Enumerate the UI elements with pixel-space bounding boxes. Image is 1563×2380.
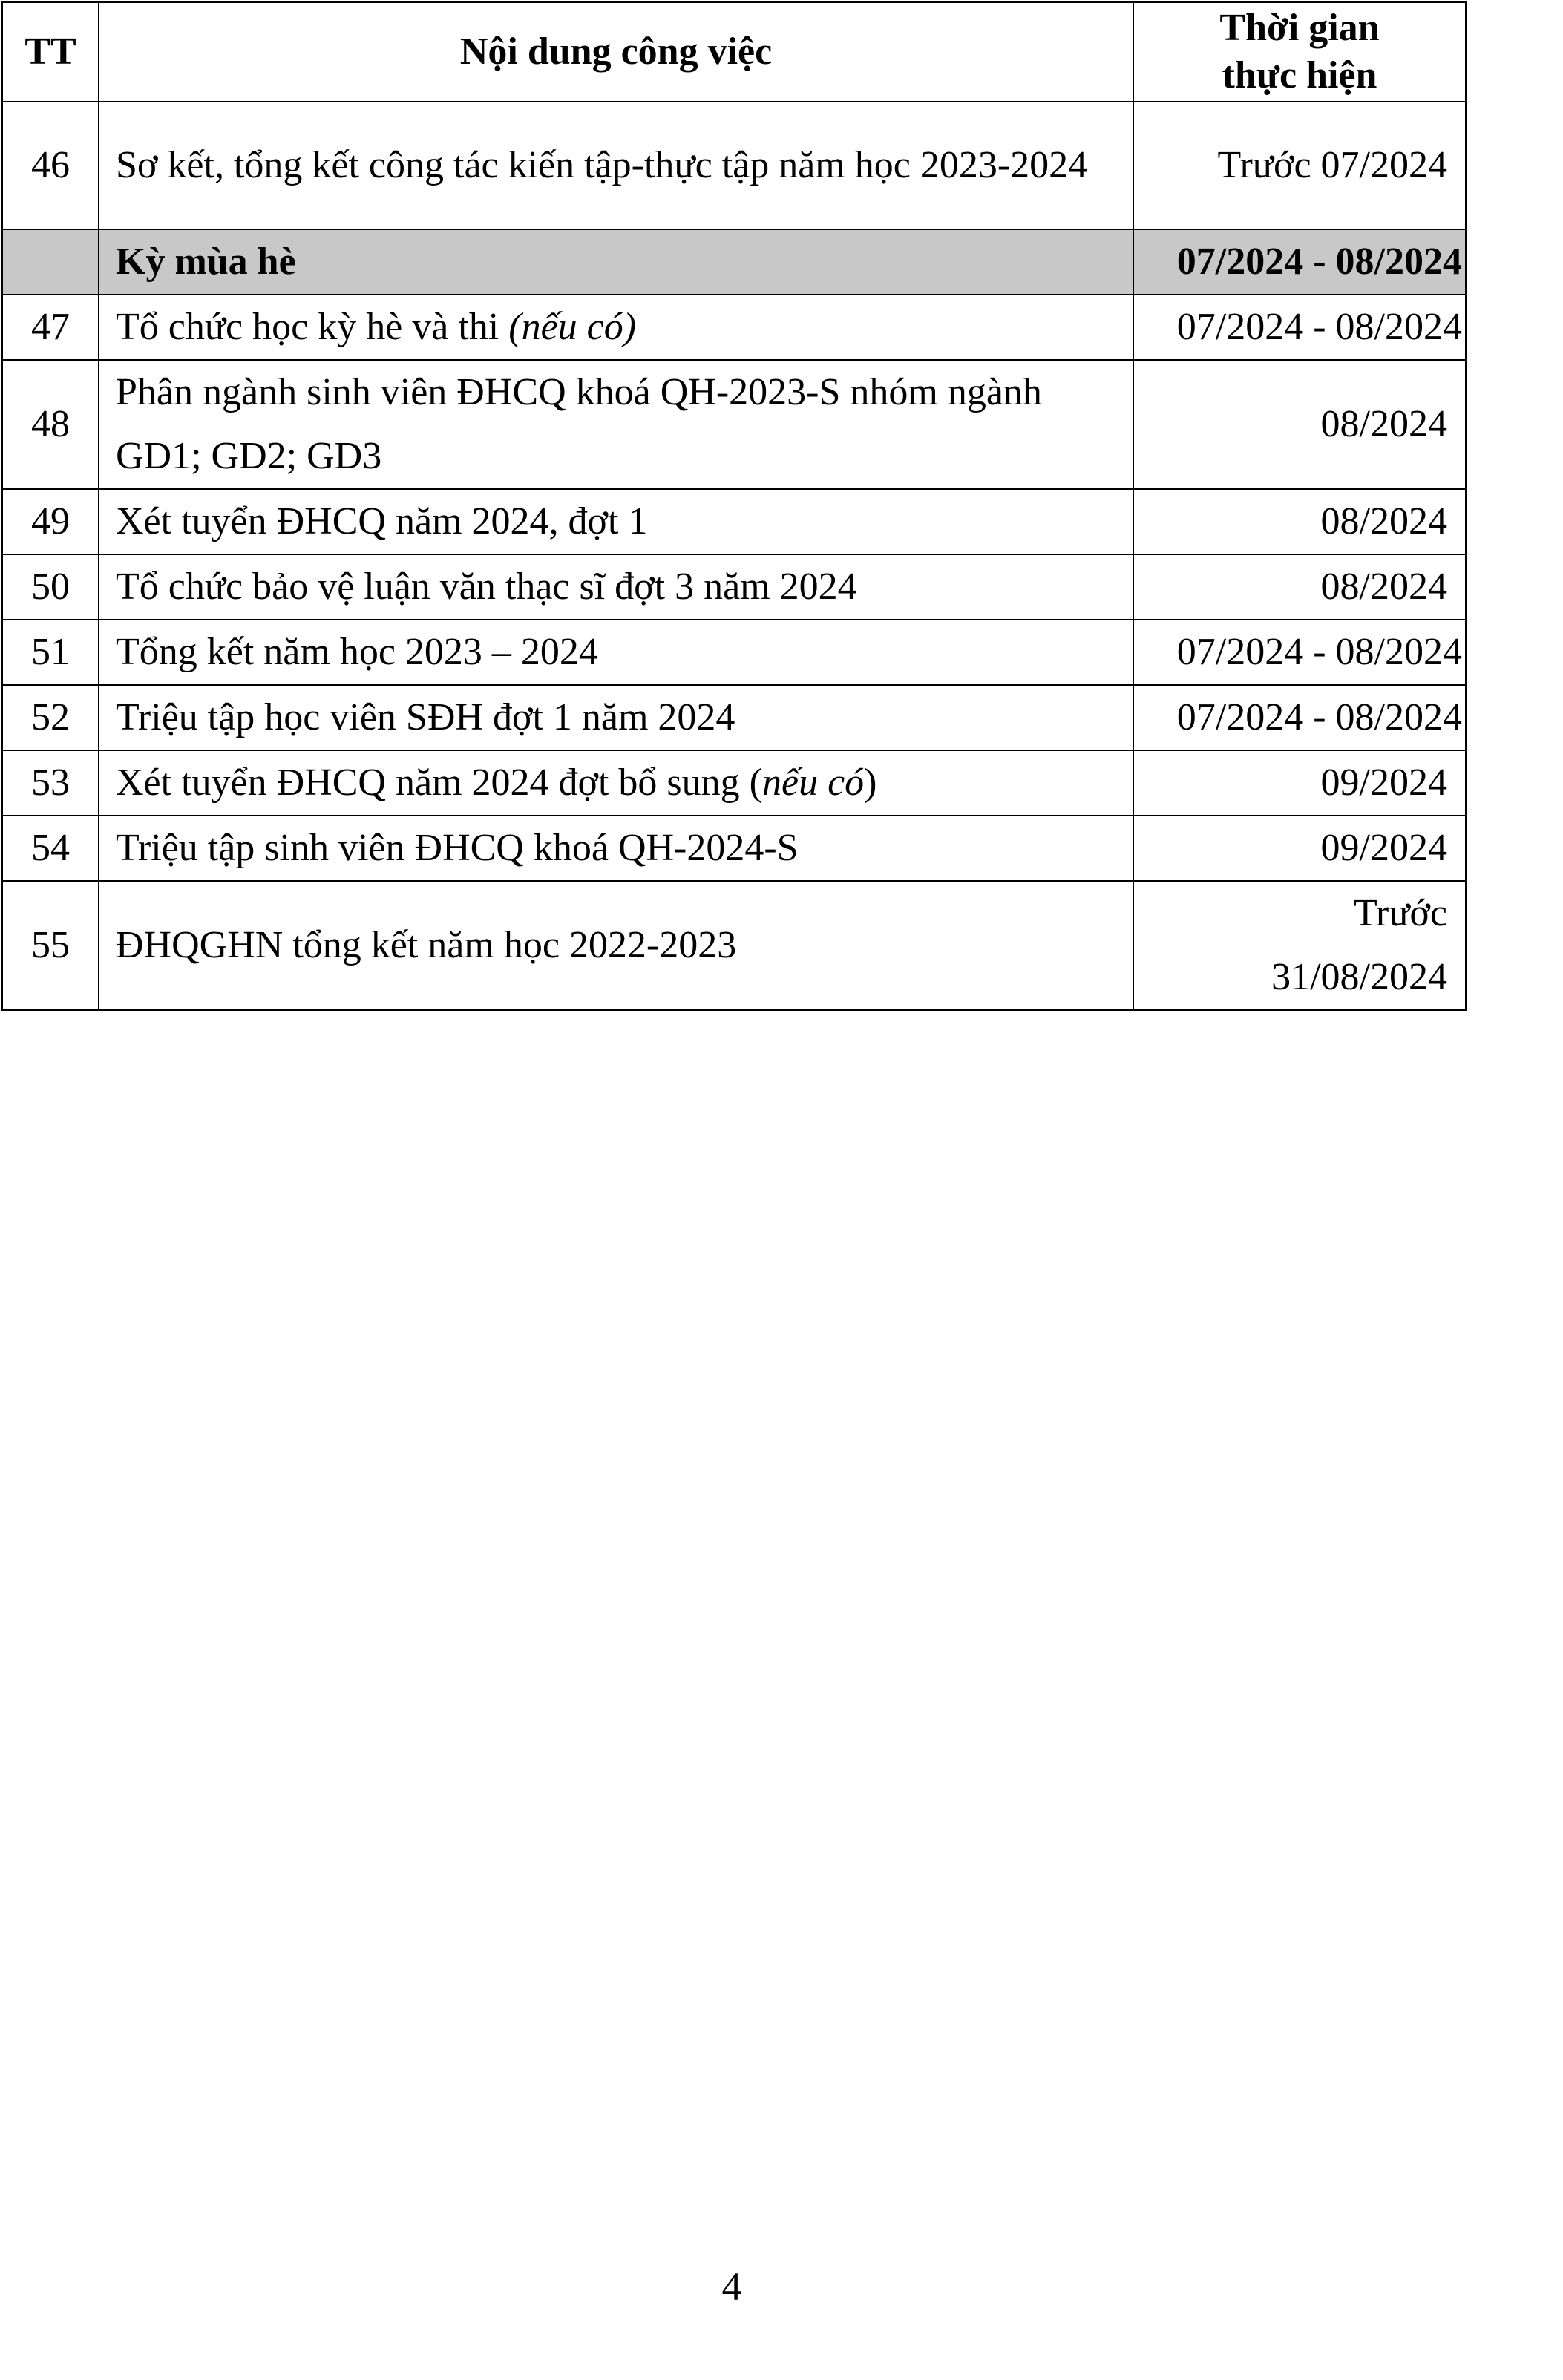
row-time: 07/2024 - 08/2024 (1133, 620, 1466, 685)
header-time-line1: Thời gian (1219, 7, 1380, 49)
row-content-italic: (nếu có) (508, 306, 637, 348)
table-row (2, 750, 1466, 816)
table-row (2, 620, 1466, 685)
row-tt: 47 (2, 295, 99, 360)
page-number: 4 (721, 2264, 742, 2309)
header-content: Nội dung công việc (99, 2, 1133, 102)
row-time: Trước 07/2024 (1133, 102, 1466, 229)
row-time: 08/2024 (1133, 554, 1466, 620)
row-tt: 51 (2, 620, 99, 685)
header-row (2, 2, 1466, 102)
row-tt: 54 (2, 816, 99, 881)
row-tt: 46 (2, 102, 99, 229)
table-row (2, 685, 1466, 750)
row-time (1133, 881, 1466, 1010)
row-content: Sơ kết, tổng kết công tác kiến tập-thực tập năm học 2023-2024 (99, 102, 1133, 229)
table-row (2, 360, 1466, 489)
section-row (2, 229, 1466, 295)
row-tt: 55 (2, 881, 99, 1010)
row-tt: 48 (2, 360, 99, 489)
row-content: Triệu tập học viên SĐH đợt 1 năm 2024 (99, 685, 1133, 750)
row-time-line1: Trước (1353, 892, 1447, 934)
row-content: ĐHQGHN tổng kết năm học 2022-2023 (99, 881, 1133, 1010)
table-row (2, 881, 1466, 1010)
header-time (1133, 2, 1466, 102)
row-time: 09/2024 (1133, 816, 1466, 881)
row-tt: 50 (2, 554, 99, 620)
table-row (2, 489, 1466, 554)
header-time-line2: thực hiện (1222, 54, 1377, 96)
section-title: Kỳ mùa hè (99, 229, 1133, 295)
row-time: 07/2024 - 08/2024 (1133, 685, 1466, 750)
row-tt (2, 229, 99, 295)
row-time: 08/2024 (1133, 360, 1466, 489)
row-content (99, 750, 1133, 816)
table-row (2, 102, 1466, 229)
row-time: 08/2024 (1133, 489, 1466, 554)
row-content: Triệu tập sinh viên ĐHCQ khoá QH-2024-S (99, 816, 1133, 881)
header-tt: TT (2, 2, 99, 102)
section-time: 07/2024 - 08/2024 (1133, 229, 1466, 295)
table-row (2, 816, 1466, 881)
row-time: 07/2024 - 08/2024 (1133, 295, 1466, 360)
row-content-italic: nếu có (761, 761, 865, 804)
schedule-table (1, 1, 1467, 1011)
row-content-tail: ) (864, 761, 877, 804)
row-content (99, 295, 1133, 360)
table-row (2, 554, 1466, 620)
row-time: 09/2024 (1133, 750, 1466, 816)
row-content-text: Xét tuyển ĐHCQ năm 2024 đợt bổ sung ( (116, 761, 762, 804)
row-time-line2: 31/08/2024 (1271, 956, 1447, 998)
row-content: Xét tuyển ĐHCQ năm 2024, đợt 1 (99, 489, 1133, 554)
row-tt: 53 (2, 750, 99, 816)
row-content: Tổ chức bảo vệ luận văn thạc sĩ đợt 3 năm 2024 (99, 554, 1133, 620)
table-row (2, 295, 1466, 360)
row-content: Phân ngành sinh viên ĐHCQ khoá QH-2023-S nhóm ngành GD1; GD2; GD3 (99, 360, 1133, 489)
row-tt: 49 (2, 489, 99, 554)
row-tt: 52 (2, 685, 99, 750)
row-content: Tổng kết năm học 2023 – 2024 (99, 620, 1133, 685)
row-content-text: Tổ chức học kỳ hè và thi (116, 306, 509, 348)
